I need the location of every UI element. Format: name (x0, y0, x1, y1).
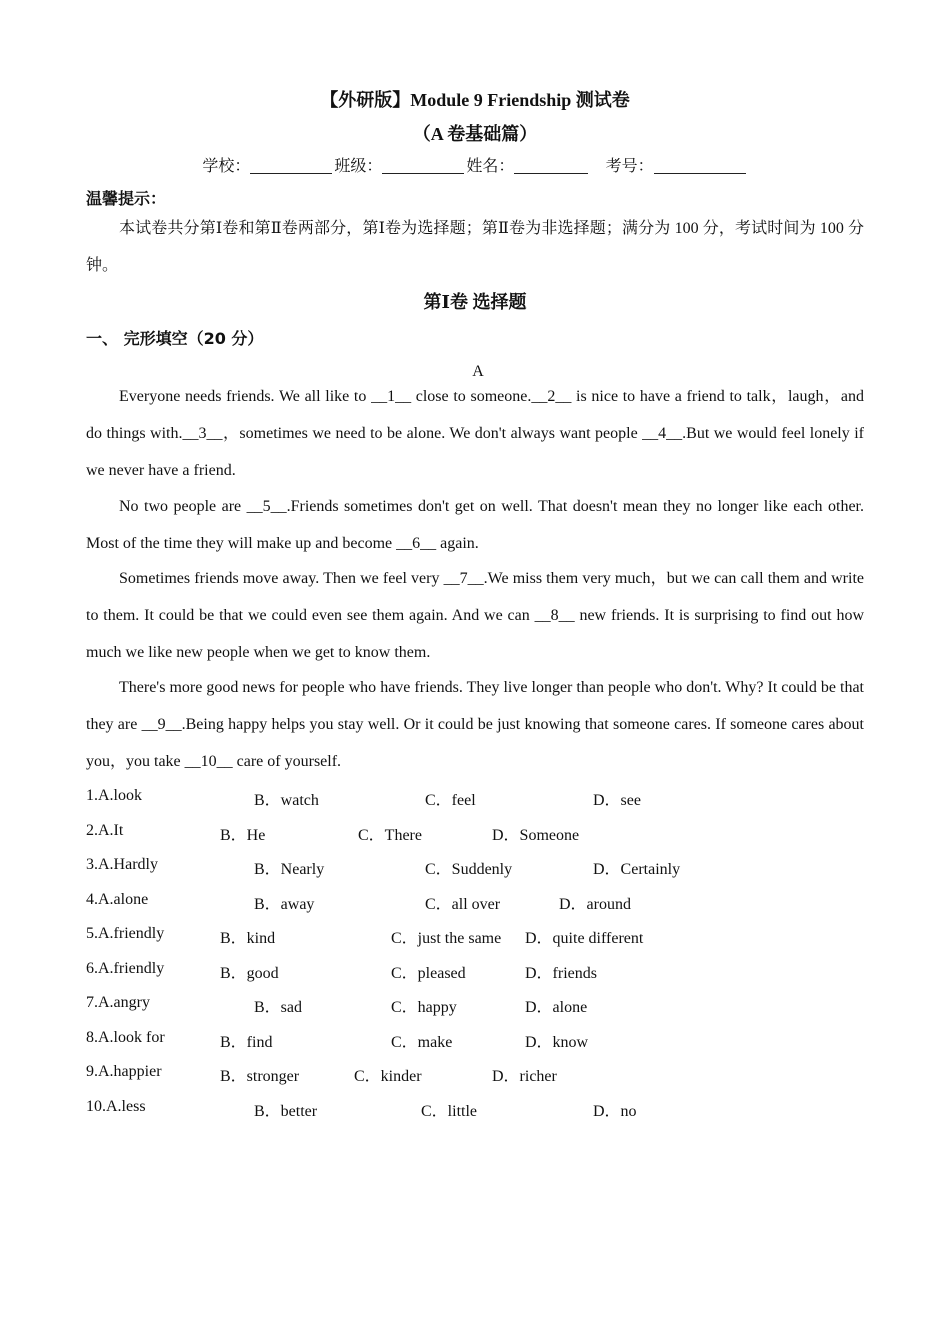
option-a: 10.A.less (86, 1098, 146, 1115)
option-b: B．He (220, 827, 266, 844)
option-d: D．Certainly (593, 861, 681, 878)
option-c: C．just the same (391, 930, 502, 947)
option-d: D．quite different (525, 930, 644, 947)
option-d: D．around (559, 896, 631, 913)
name-label: 姓名： (466, 156, 515, 175)
passage-paragraph: There's more good news for people who have friends. They live longer than people who don't. Why? It could be that they are __9__.Being happy helps you stay well. Or it could be just knowing that someone cares. If someone cares about you，you take __10__ care of yourself. (86, 679, 864, 770)
exam-no-blank (654, 157, 746, 174)
exam-title: 【外研版】Module 9 Friendship 测试卷 (320, 90, 630, 110)
option-a: 4.A.alone (86, 891, 149, 908)
passage-paragraph: Everyone needs friends. We all like to __1__ close to someone.__2__ is nice to have a friend to talk，laugh，and do things with.__3__，sometimes we need to be alone. We don't always want people __4__.But we would feel lonely if we never have a friend. (86, 388, 865, 479)
passage-label: A (472, 363, 484, 380)
option-c: C．happy (391, 999, 457, 1016)
option-c: C．make (391, 1034, 453, 1051)
option-c: C．little (421, 1103, 478, 1120)
option-a: 5.A.friendly (86, 925, 165, 942)
section-title: 第Ⅰ卷 选择题 (423, 292, 527, 312)
tips-heading: 温馨提示： (86, 189, 167, 208)
exam-subtitle: （A 卷基础篇） (412, 124, 538, 144)
school-blank (250, 157, 332, 174)
option-d: D．friends (525, 965, 597, 982)
option-a: 9.A.happier (86, 1063, 162, 1080)
tips-body: 本试卷共分第Ⅰ卷和第Ⅱ卷两部分，第Ⅰ卷为选择题；第Ⅱ卷为非选择题；满分为 100 分，考试时间为 100 分钟。 (86, 220, 864, 274)
class-label: 班级： (334, 156, 383, 175)
option-c: C．There (358, 827, 422, 844)
option-b: B．away (254, 896, 315, 913)
option-b: B．stronger (220, 1068, 300, 1085)
option-c: C．Suddenly (425, 861, 513, 878)
option-b: B．good (220, 965, 279, 982)
option-d: D．alone (525, 999, 588, 1016)
option-d: D．see (593, 792, 641, 809)
option-a: 6.A.friendly (86, 960, 165, 977)
exam-no-label: 考号： (605, 156, 654, 175)
option-d: D．richer (492, 1068, 557, 1085)
name-blank (514, 157, 588, 174)
option-d: D．no (593, 1103, 637, 1120)
option-a: 8.A.look for (86, 1029, 165, 1046)
option-c: C．kinder (354, 1068, 422, 1085)
option-b: B．sad (254, 999, 303, 1016)
option-b: B．better (254, 1103, 318, 1120)
part-title: 一、 完形填空（20 分） (86, 329, 264, 348)
option-c: C．feel (425, 792, 476, 809)
option-b: B．Nearly (254, 861, 325, 878)
class-blank (382, 157, 464, 174)
option-c: C．all over (425, 896, 501, 913)
student-info-line (0, 153, 950, 176)
option-a: 2.A.It (86, 822, 124, 839)
option-b: B．kind (220, 930, 276, 947)
option-a: 1.A.look (86, 787, 142, 804)
option-c: C．pleased (391, 965, 466, 982)
passage-paragraph: No two people are __5__.Friends sometimes don't get on well. That doesn't mean they no longer like each other. Most of the time they will make up and become __6__ again. (86, 498, 864, 552)
option-a: 7.A.angry (86, 994, 150, 1011)
passage-paragraph: Sometimes friends move away. Then we feel very __7__.We miss them very much，but we can call them and write to them. It could be that we could even see them again. And we can __8__ new friends. It is surprising to find out how much we like new people when we get to know them. (86, 570, 864, 661)
option-d: D．know (525, 1034, 589, 1051)
option-a: 3.A.Hardly (86, 856, 158, 873)
school-label: 学校： (202, 156, 251, 175)
option-d: D．Someone (492, 827, 580, 844)
option-b: B．find (220, 1034, 273, 1051)
option-b: B．watch (254, 792, 319, 809)
